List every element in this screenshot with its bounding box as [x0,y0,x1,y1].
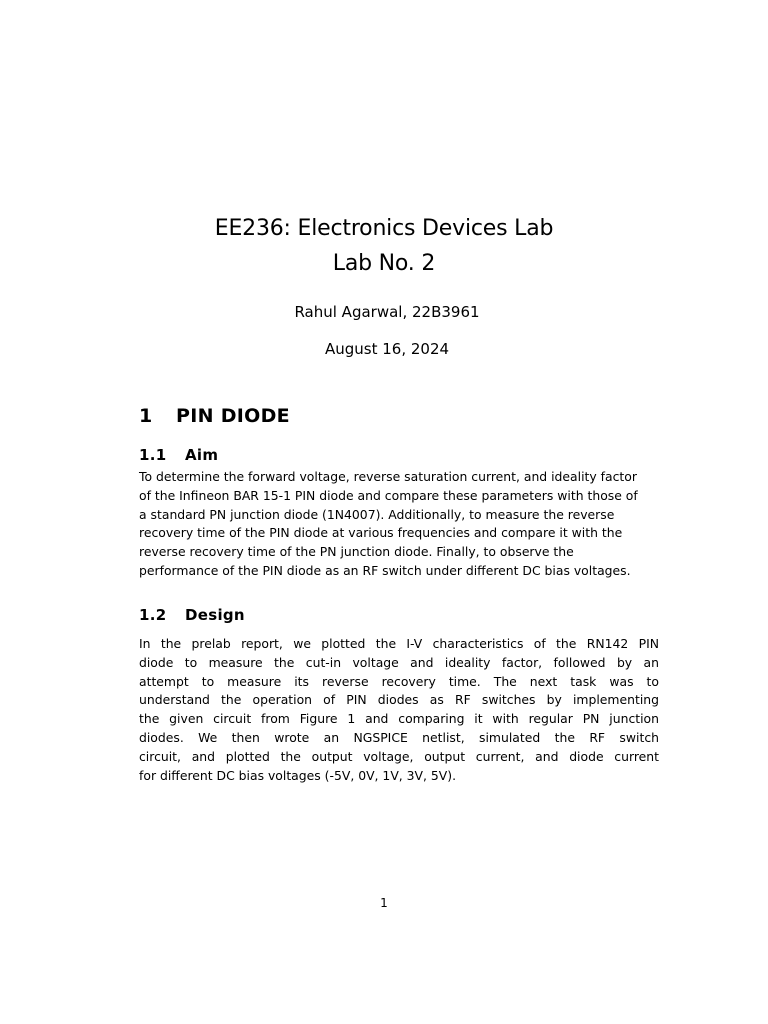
design-paragraph [139,635,659,785]
paragraph-line: performance of the PIN diode as an RF switch under different DC bias voltages. [139,562,631,578]
subsection-number: 1.1 [139,446,167,464]
paragraph-line: reverse recovery time of the PN junction diode. Finally, to observe the [139,544,574,560]
paragraph-line: circuit, and plotted the output voltage, output current, and diode current [139,748,659,764]
subsection-title: Design [185,606,245,624]
document-title: EE236: Electronics Devices Lab [214,216,554,241]
subsection-heading-aim [139,446,218,464]
paragraph-line: In the prelab report, we plotted the I-V characteristics of the RN142 PIN [139,636,659,651]
subsection-title: Aim [185,446,219,464]
section-number: 1 [139,405,153,427]
author-line: Rahul Agarwal, 22B3961 [294,303,480,321]
paragraph-line: the given circuit from Figure 1 and comparing it with regular PN junction [139,711,659,727]
paragraph-line: attempt to measure its reverse recovery time. The next task was to [139,673,659,689]
subsection-number: 1.2 [139,606,167,624]
paragraph-line: of the Infineon BAR 15-1 PIN diode and compare these parameters with those of [139,487,638,503]
date-line: August 16, 2024 [324,340,450,358]
aim-paragraph [139,468,659,581]
paragraph-line: understand the operation of PIN diodes as RF switches by implementing [139,692,659,708]
section-title: PIN DIODE [176,405,290,427]
paragraph-line: To determine the forward voltage, reverse saturation current, and ideality factor [139,469,637,484]
paragraph-line: diode to measure the cut-in voltage and ideality factor, followed by an [139,654,659,670]
paragraph-line: recovery time of the PIN diode at various frequencies and compare it with the [139,525,623,541]
document-subtitle: Lab No. 2 [332,251,436,276]
page-number: 1 [380,896,388,910]
subsection-heading-design [139,606,245,624]
paragraph-line: diodes. We then wrote an NGSPICE netlist, simulated the RF switch [139,729,659,745]
paragraph-line: a standard PN junction diode (1N4007). Additionally, to measure the reverse [139,506,615,522]
section-heading-pin-diode [139,405,290,427]
paragraph-line: for different DC bias voltages (-5V, 0V, 1V, 3V, 5V). [139,767,457,783]
